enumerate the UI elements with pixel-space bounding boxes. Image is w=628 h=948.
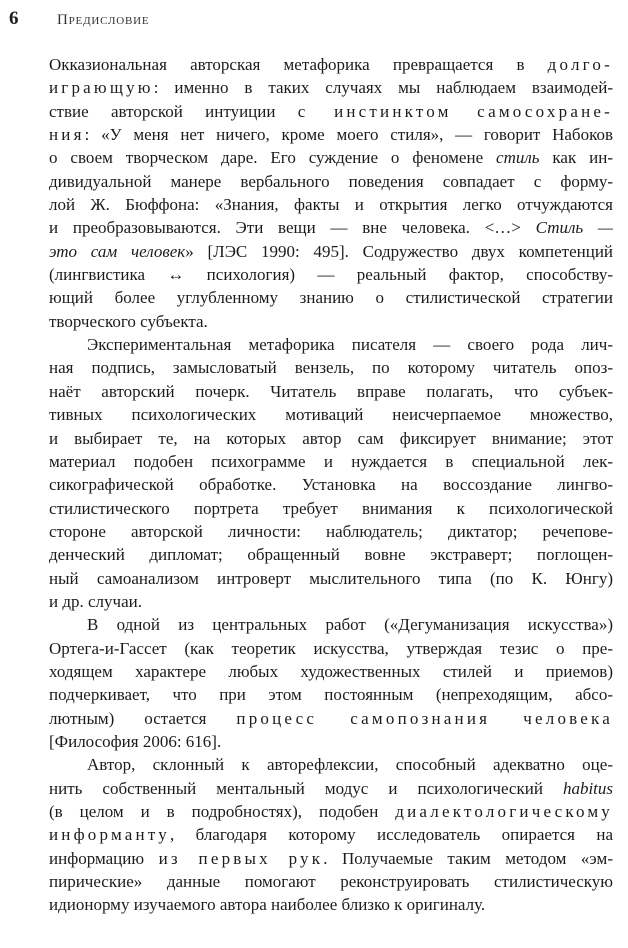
- text-line: [49, 123, 613, 146]
- text-segment: и выбирает те, на которых автор сам фиксирует внимание; этот: [49, 428, 613, 448]
- text-segment: как ин-: [539, 148, 613, 168]
- running-title: Предисловие: [57, 12, 150, 28]
- text-line: [49, 590, 613, 613]
- text-line: [49, 660, 613, 683]
- text-segment: ствие авторской интуиции: [49, 101, 298, 121]
- text-line: [49, 100, 613, 123]
- text-line: [49, 800, 613, 823]
- page-header: [9, 8, 608, 32]
- text-line: [49, 170, 613, 193]
- text-line: [49, 683, 613, 706]
- text-line: [49, 543, 613, 566]
- text-segment: В одной из центральных работ («Дегуманизация искусства»): [87, 615, 613, 635]
- text-segment: о своем творческом даре. Его суждение о феномене: [49, 148, 497, 168]
- text-line: [49, 520, 613, 543]
- text-line: [49, 216, 613, 239]
- text-segment: стороне авторской личности: наблюдатель; диктатор; речепове-: [49, 521, 613, 541]
- text-line: [49, 240, 613, 263]
- spaced-emphasis: ния: [49, 125, 85, 145]
- text-segment: информацию: [49, 848, 159, 868]
- text-segment: нить собственный ментальный модус и психологический: [49, 778, 563, 798]
- text-segment: наёт авторский почерк. Читатель вправе полагать, что субъек-: [49, 381, 613, 401]
- text-line: [49, 473, 613, 496]
- text-line: [49, 146, 613, 169]
- text-segment: пирические» данные помогают реконструировать стилистическую: [49, 872, 613, 892]
- text-segment: Ортега-и-Гассет (как теоретик искусства, утверждая тезис о пре-: [49, 638, 613, 658]
- italic-emphasis: это сам человек: [49, 241, 186, 261]
- text-line: [49, 637, 613, 660]
- spaced-emphasis: долго-: [547, 55, 613, 74]
- paragraph: [49, 613, 613, 753]
- text-line: [49, 193, 613, 216]
- text-line: [49, 823, 613, 846]
- spaced-emphasis: процесс самопознания человека: [236, 708, 613, 728]
- text-line: [49, 403, 613, 426]
- text-segment: ходящем характере любых художественных стилей и приемов): [49, 661, 613, 681]
- text-line: [49, 707, 613, 730]
- text-segment: : «У меня нет ничего, кроме моего стиля», — говорит Набоков: [84, 125, 613, 145]
- text-segment: , благодаря которому исследователь опирается на: [169, 825, 613, 845]
- text-segment: подчеркивает, что при этом постоянным (непреходящим, абсо-: [49, 685, 613, 705]
- text-line: [49, 53, 613, 76]
- text-segment: лютным) остается: [49, 708, 237, 728]
- text-segment: (в целом и в подробностях), подобен: [49, 802, 396, 821]
- text-segment: идионорму изучаемого автора наиболее близко к оригиналу.: [49, 895, 486, 915]
- text-segment: стилистического портрета требует внимания к психологической: [49, 498, 613, 518]
- text-line: [49, 870, 613, 893]
- text-line: [49, 263, 613, 286]
- body-text: [49, 53, 613, 917]
- text-segment: дивидуальной манере вербального поведения совпадает с форму-: [49, 171, 613, 191]
- spaced-emphasis: диалектологическому: [395, 802, 613, 821]
- text-line: [49, 730, 613, 753]
- text-line: [49, 847, 613, 870]
- italic-emphasis: habitus: [562, 778, 613, 798]
- paragraph: [49, 53, 613, 333]
- text-line: [49, 777, 613, 800]
- text-segment: денческий дипломат; обращенный вовне экстраверт; поглощен-: [49, 545, 613, 565]
- text-line: [49, 753, 613, 776]
- italic-emphasis: Стиль —: [535, 218, 613, 238]
- text-segment: ющий более углубленному знанию о стилистической стратегии: [49, 288, 613, 308]
- text-segment: материал подобен психограмме и нуждается в специальной лек-: [49, 451, 613, 471]
- text-line: [49, 567, 613, 590]
- text-segment: (лингвистика ↔ психология) — реальный фактор, способству-: [49, 265, 613, 285]
- text-segment: Экспериментальная метафорика писателя — своего рода лич-: [87, 335, 613, 355]
- text-segment: . Получаемые таким методом «эм-: [323, 848, 613, 868]
- text-line: [49, 76, 613, 99]
- spaced-emphasis: из первых рук: [158, 848, 324, 868]
- paragraph: [49, 753, 613, 916]
- italic-emphasis: стиль: [496, 148, 540, 168]
- text-line: [49, 333, 613, 356]
- text-segment: тивных психологических мотиваций неисчерпаемое множество,: [49, 405, 613, 425]
- text-line: [49, 310, 613, 333]
- text-segment: и преобразовываются. Эти вещи — вне человека. <…>: [49, 218, 536, 238]
- spaced-emphasis: играющую: [49, 78, 154, 98]
- text-line: [49, 356, 613, 379]
- text-line: [49, 427, 613, 450]
- text-line: [49, 497, 613, 520]
- text-line: [49, 613, 613, 636]
- text-segment: : именно в таких случаях мы наблюдаем взаимодей-: [153, 78, 613, 98]
- text-segment: лой Ж. Бюффона: «Знания, факты и открытия легко отчуждаются: [49, 195, 613, 215]
- text-segment: ный самоанализом интроверт мыслительного типа (по К. Юнгу): [49, 568, 613, 588]
- text-line: [49, 380, 613, 403]
- page-number: 6: [9, 8, 19, 29]
- text-segment: Окказиональная авторская метафорика превращается в: [49, 55, 548, 74]
- text-segment: и др. случаи.: [49, 591, 142, 611]
- text-segment: Автор, склонный к авторефлексии, способный адекватно оце-: [87, 755, 613, 775]
- text-line: [49, 893, 613, 916]
- spaced-emphasis: с инстинктом самосохране-: [297, 101, 613, 121]
- paragraph: [49, 333, 613, 613]
- text-segment: сикографической обработке. Установка на воссоздание лингво-: [49, 475, 613, 495]
- text-line: [49, 450, 613, 473]
- text-line: [49, 286, 613, 309]
- spaced-emphasis: информанту: [49, 825, 170, 845]
- text-segment: [Философия 2006: 616].: [49, 731, 222, 751]
- text-segment: ная подпись, замысловатый вензель, по которому читатель опоз-: [49, 358, 613, 378]
- text-segment: » [ЛЭС 1990: 495]. Содружество двух компетенций: [185, 241, 614, 261]
- text-segment: творческого субъекта.: [49, 311, 208, 331]
